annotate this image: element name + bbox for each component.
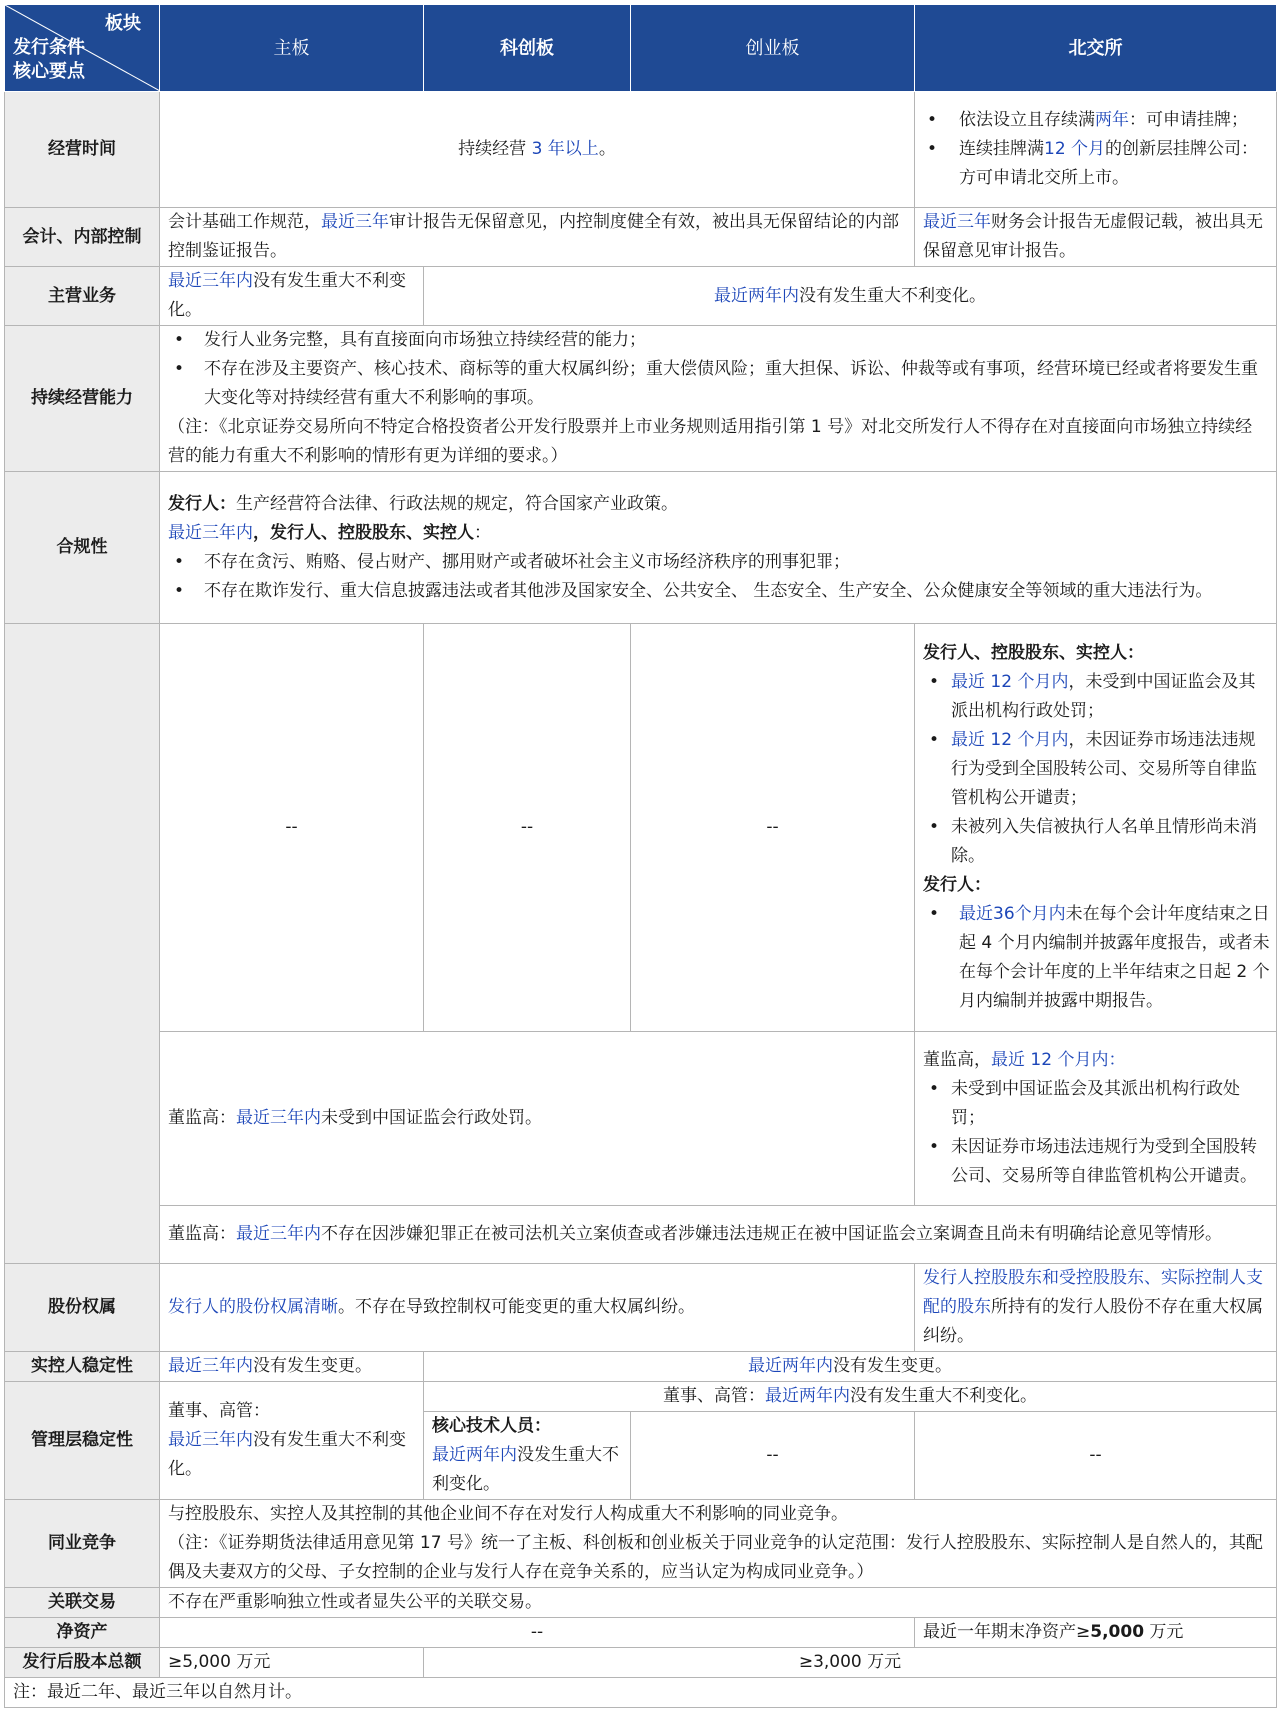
operating-time-shared: 持续经营 3 年以上。 [160,92,915,208]
row-penalty-2 [5,1032,1277,1206]
accounting-shared: 会计基础工作规范，最近三年审计报告无保留意见，内控制度健全有效，被出具无保留结论的内部控制鉴证报告。 [160,208,915,267]
label-related: 关联交易 [5,1588,160,1618]
row-footnote [5,1678,1277,1708]
row-competition [5,1500,1277,1588]
label-equity: 股份权属 [5,1264,160,1352]
penalty-dsg-all: 董监高：最近三年内不存在因涉嫌犯罪正在被司法机关立案侦查或者涉嫌违法违规正在被中国证监会立案调查且尚未有明确结论意见等情形。 [160,1206,1277,1264]
penalty-bse-head2: 发行人： [923,875,991,895]
net-assets-bse: 最近一年期末净资产≥5,000 万元 [915,1618,1277,1648]
label-share-capital: 发行后股本总额 [5,1648,160,1678]
main-business-main: 最近三年内没有发生重大不利变化。 [160,267,424,326]
list-item: • 不存在欺诈发行、重大信息披露违法或者其他涉及国家安全、公共安全、 生态安全、生产安全、公众健康安全等领域的重大违法行为。 [168,577,1268,606]
competition-note: （注：《证券期货法律适用意见第 17 号》统一了主板、科创板和创业板关于同业竞争的认定范围：发行人控股股东、实际控制人是自然人的，其配偶及夫妻双方的父母、子女控制的企业与发行人存在竞争关系的，应当认定为构成同业竞争。） [168,1533,1263,1582]
accounting-bse: 最近三年财务会计报告无虚假记载，被出具无保留意见审计报告。 [915,208,1277,267]
list-item: • 不存在涉及主要资产、核心技术、商标等的重大权属纠纷；重大偿债风险；重大担保、诉讼、仲裁等或有事项，经营环境已经或者将要发生重大变化等对持续经营有重大不利影响的事项。 [168,355,1268,413]
compliance-line2: 最近三年内，发行人、控股股东、实控人： [168,522,491,543]
list-item: • 发行人业务完整，具有直接面向市场独立持续经营的能力； [168,326,1268,355]
penalty-dsg-shared: 董监高：最近三年内未受到中国证监会行政处罚。 [160,1032,915,1206]
row-compliance [5,472,1277,624]
row-share-capital [5,1648,1277,1678]
competition-line1: 与控股股东、实控人及其控制的其他企业间不存在对发行人构成重大不利影响的同业竞争。 [168,1504,848,1524]
penalty-bse [915,624,1277,1032]
row-related [5,1588,1277,1618]
penalty-dsg-bse [915,1032,1277,1206]
label-controller: 实控人稳定性 [5,1352,160,1382]
controller-main: 最近三年内没有发生变更。 [160,1352,424,1382]
row-controller [5,1352,1277,1382]
row-equity [5,1264,1277,1352]
header-main-board: 主板 [160,5,424,92]
sustainability-shared [160,326,1277,472]
ipo-conditions-table [4,4,1277,1708]
penalty-bse-head: 发行人、控股股东、实控人： [923,643,1144,663]
list-item: • 未因证券市场违法违规行为受到全国股转公司、交易所等自律监管机构公开谴责。 [923,1133,1270,1191]
management-star: 核心技术人员： 最近两年内没发生重大不利变化。 [424,1412,631,1500]
label-compliance: 合规性 [5,472,160,624]
management-bse: -- [915,1412,1277,1500]
header-gem: 创业板 [631,5,915,92]
list-item: • 最近 12 个月内，未因证券市场违法违规行为受到全国股转公司、交易所等自律监管机构公开谴责； [923,726,1270,813]
sustainability-note: （注：《北京证券交易所向不特定合格投资者公开发行股票并上市业务规则适用指引第 1 号》对北交所发行人不得存在对直接面向市场独立持续经营的能力有重大不利影响的情形有更为详细的要求。） [168,417,1253,466]
compliance-line1: 发行人：生产经营符合法律、行政法规的规定，符合国家产业政策。 [168,493,678,514]
list-item: • 最近 12 个月内，未受到中国证监会及其派出机构行政处罚； [923,668,1270,726]
list-item: • 未受到中国证监会及其派出机构行政处罚； [923,1075,1270,1133]
equity-shared: 发行人的股份权属清晰。不存在导致控制权可能变更的重大权属纠纷。 [160,1264,915,1352]
corner-mid: 发行条件 [13,37,85,58]
row-penalty-3 [5,1206,1277,1264]
controller-others: 最近两年内没有发生变更。 [424,1352,1277,1382]
list-item: • 不存在贪污、贿赂、侵占财产、挪用财产或者破坏社会主义市场经济秩序的刑事犯罪； [168,548,1268,577]
row-accounting [5,208,1277,267]
management-gem: -- [631,1412,915,1500]
management-others: 董事、高管：最近两年内没有发生重大不利变化。 [424,1382,1277,1412]
list-item: • 依法设立且存续满两年：可申请挂牌； [923,106,1268,135]
label-operating-time: 经营时间 [5,92,160,208]
list-item: • 最近36个月内未在每个会计年度结束之日起 4 个月内编制并披露年度报告，或者未在每个会计年度的上半年结束之日起 2 个月内编制并披露中期报告。 [923,900,1270,1016]
label-penalty [5,624,160,1264]
label-main-business: 主营业务 [5,267,160,326]
row-net-assets [5,1618,1277,1648]
label-net-assets: 净资产 [5,1618,160,1648]
corner-bot: 核心要点 [13,61,85,82]
label-sustainability: 持续经营能力 [5,326,160,472]
operating-time-bse [915,92,1277,208]
compliance-shared [160,472,1277,624]
corner-top: 板块 [105,13,141,34]
list-item: • 未被列入失信被执行人名单且情形尚未消除。 [923,813,1270,871]
share-capital-others: ≥3,000 万元 [424,1648,1277,1678]
diagonal-line-icon [5,5,160,91]
equity-bse: 发行人控股股东和受控股股东、实际控制人支配的股东所持有的发行人股份不存在重大权属纠纷。 [915,1264,1277,1352]
related-shared: 不存在严重影响独立性或者显失公平的关联交易。 [160,1588,1277,1618]
header-row [5,5,1277,92]
row-operating-time [5,92,1277,208]
row-sustainability [5,326,1277,472]
share-capital-main: ≥5,000 万元 [160,1648,424,1678]
row-main-business [5,267,1277,326]
penalty-main: -- [160,624,424,1032]
management-main: 董事、高管： 最近三年内没有发生重大不利变化。 [160,1382,424,1500]
net-assets-shared: -- [160,1618,915,1648]
list-item: • 连续挂牌满12 个月的创新层挂牌公司：方可申请北交所上市。 [923,135,1268,193]
footnote: 注：最近二年、最近三年以自然月计。 [5,1678,1277,1708]
header-bse: 北交所 [915,5,1277,92]
competition-shared [160,1500,1277,1588]
label-competition: 同业竞争 [5,1500,160,1588]
label-management: 管理层稳定性 [5,1382,160,1500]
penalty-dsg-bse-head: 董监高，最近 12 个月内： [923,1050,1126,1070]
main-business-others: 最近两年内没有发生重大不利变化。 [424,267,1277,326]
label-accounting: 会计、内部控制 [5,208,160,267]
header-corner [5,5,160,92]
row-management-1 [5,1382,1277,1412]
penalty-gem: -- [631,624,915,1032]
penalty-star: -- [424,624,631,1032]
header-star-market: 科创板 [424,5,631,92]
row-penalty-1 [5,624,1277,1032]
